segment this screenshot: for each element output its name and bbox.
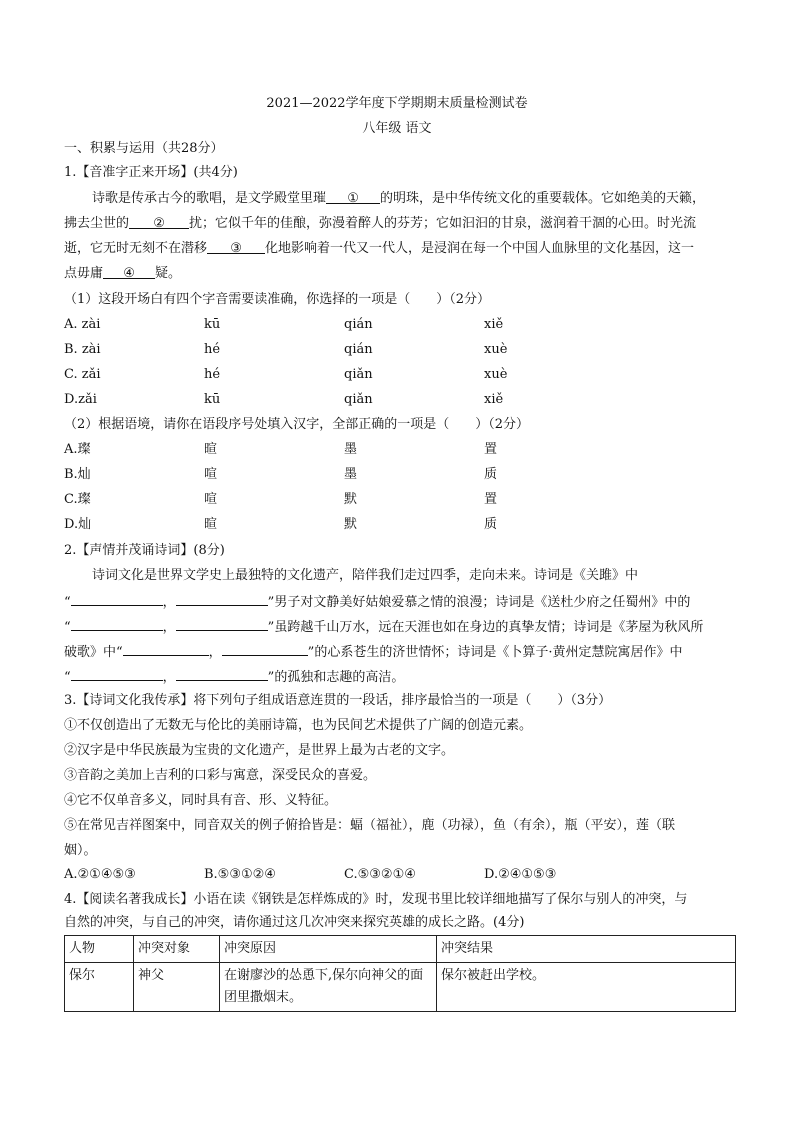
section-heading: 一、积累与运用（共28分）	[64, 141, 224, 156]
option-cell: kū	[204, 392, 221, 407]
q1-passage-line-2: 拂去尘世的 ② 扰；它似千年的佳酿，弥漫着醉人的芬芳；它如汩汩的甘泉，滋润着干涸的心田。时光流	[64, 216, 697, 231]
fill-blank	[71, 667, 163, 681]
option-a: A.②①④⑤③	[64, 867, 136, 882]
option-cell: 喧	[204, 492, 218, 507]
q4-title-line-2: 自然的冲突，与自己的冲突，请你通过这几次冲突来探究英雄的成长之路。(4分)	[64, 915, 525, 930]
option-cell: 喧	[204, 467, 218, 482]
q3-sentence-1: ①不仅创造出了无数无与伦比的美丽诗篇，也为民间艺术提供了广阔的创造元素。	[64, 718, 533, 733]
option-cell: xiě	[484, 317, 504, 332]
exam-subtitle: 八年级 语文	[362, 121, 432, 136]
fill-blank	[71, 592, 163, 606]
option-cell: A. zài	[64, 317, 101, 332]
conflict-table	[64, 935, 736, 1012]
q2-title: 2.【声情并茂诵诗词】(8分)	[64, 543, 225, 558]
blank-4: ④	[103, 265, 155, 279]
q1-passage-line-1: 诗歌是传承古今的歌唱，是文学殿堂里璀 ① 的明珠，是中华传统文化的重要载体。它如绝美的天籁，	[92, 191, 706, 206]
exam-title: 2021—2022学年度下学期期末质量检测试卷	[266, 96, 528, 111]
header-cell: 人物	[65, 936, 134, 963]
q1-passage-line-4: 点毋庸 ④ 疑。	[64, 266, 182, 281]
option-cell: C.璨	[64, 492, 91, 507]
option-cell: 默	[344, 517, 358, 532]
fill-blank	[222, 642, 308, 656]
option-b: B.⑤③①②④	[204, 867, 276, 882]
option-cell: hé	[204, 342, 221, 357]
option-cell: 置	[484, 442, 498, 457]
option-cell: 暄	[204, 442, 218, 457]
q2-line-5: “ ， ”的孤独和志趣的高洁。	[64, 667, 404, 687]
fill-blank	[123, 642, 209, 656]
option-cell: D.灿	[64, 517, 92, 532]
header-cell: 冲突结果	[437, 936, 736, 963]
blank-1: ①	[326, 190, 380, 204]
fill-blank	[176, 617, 268, 631]
blank-3: ③	[207, 240, 265, 254]
fill-blank	[176, 667, 268, 681]
q1-sub1-question: （1）这段开场白有四个字音需要读准确，你选择的一项是（ ）（2分）	[64, 292, 491, 307]
option-cell: 质	[484, 467, 498, 482]
option-cell: xiě	[484, 392, 504, 407]
option-cell: qián	[344, 342, 373, 357]
q1-sub2-question: （2）根据语境，请你在语段序号处填入汉字，全部正确的一项是（ ）（2分）	[64, 417, 530, 432]
q2-line-1: 诗词文化是世界文学史上最独特的文化遗产，陪伴我们走过四季，走向未来。诗词是《关雎》中	[92, 568, 639, 583]
q3-sentence-2: ②汉字是中华民族最为宝贵的文化遗产，是世界上最为古老的文字。	[64, 743, 455, 758]
q2-line-2: “ ， ”男子对文静美好姑娘爱慕之情的浪漫；诗词是《送杜少府之任蜀州》中的	[64, 592, 690, 612]
option-cell: kū	[204, 317, 221, 332]
header-cell: 冲突对象	[134, 936, 220, 963]
header-cell: 冲突原因	[220, 936, 437, 963]
option-cell: 墨	[344, 467, 358, 482]
q3-sentence-3: ③音韵之美加上吉利的口彩与寓意，深受民众的喜爱。	[64, 768, 377, 783]
option-cell: 墨	[344, 442, 358, 457]
table-header-row	[65, 936, 736, 963]
option-cell: C. zǎi	[64, 367, 101, 382]
q3-sentence-5-cont: 姻）。	[64, 843, 97, 858]
table-row	[65, 963, 736, 1012]
option-cell: qián	[344, 317, 373, 332]
q2-line-3: “ ， ”虽跨越千山万水，远在天涯也如在身边的真挚友情；诗词是《茅屋为秋风所	[64, 617, 703, 637]
table-cell: 保尔被赶出学校。	[437, 963, 736, 1012]
table-cell: 神父	[134, 963, 220, 1012]
option-cell: B.灿	[64, 467, 91, 482]
fill-blank	[71, 617, 163, 631]
option-cell: 暄	[204, 517, 218, 532]
option-cell: qiǎn	[344, 392, 373, 407]
q3-sentence-5: ⑤在常见吉祥图案中，同音双关的例子俯拾皆是：蝠（福祉），鹿（功禄），鱼（有余），瓶（平安），莲（联	[64, 818, 676, 833]
q1-title: 1.【音准字正来开场】(共4分)	[64, 165, 238, 180]
option-cell: xuè	[484, 342, 508, 357]
option-cell: qiǎn	[344, 367, 373, 382]
q3-sentence-4: ④它不仅单音多义，同时具有音、形、义特征。	[64, 793, 338, 808]
option-cell: 质	[484, 517, 498, 532]
q3-title: 3.【诗词文化我传承】将下列句子组成语意连贯的一段话，排序最恰当的一项是（ ）（3分）	[64, 693, 612, 708]
option-cell: xuè	[484, 367, 508, 382]
option-cell: A.璨	[64, 442, 91, 457]
option-d: D.②④①⑤③	[484, 867, 557, 882]
fill-blank	[176, 592, 268, 606]
q1-passage-line-3: 逝，它无时无刻不在潜移 ③ 化地影响着一代又一代人，是浸润在每一个中国人血脉里的文化基因，这一	[64, 241, 695, 256]
option-cell: hé	[204, 367, 221, 382]
q4-title-line-1: 4.【阅读名著我成长】小语在读《钢铁是怎样炼成的》时，发现书里比较详细地描写了保尔与别人的冲突，与	[64, 892, 688, 907]
option-cell: 默	[344, 492, 358, 507]
option-cell: 置	[484, 492, 498, 507]
option-cell: D.zǎi	[64, 392, 97, 407]
blank-2: ②	[129, 215, 189, 229]
table-cell: 在谢廖沙的怂恿下,保尔向神父的面团里撒烟末。	[220, 963, 437, 1012]
table-cell: 保尔	[65, 963, 134, 1012]
option-cell: B. zài	[64, 342, 101, 357]
q2-line-4: 破歌》中“ ， ”的心系苍生的济世情怀；诗词是《卜算子·黄州定慧院寓居作》中	[64, 642, 682, 662]
option-c: C.⑤③②①④	[344, 867, 416, 882]
